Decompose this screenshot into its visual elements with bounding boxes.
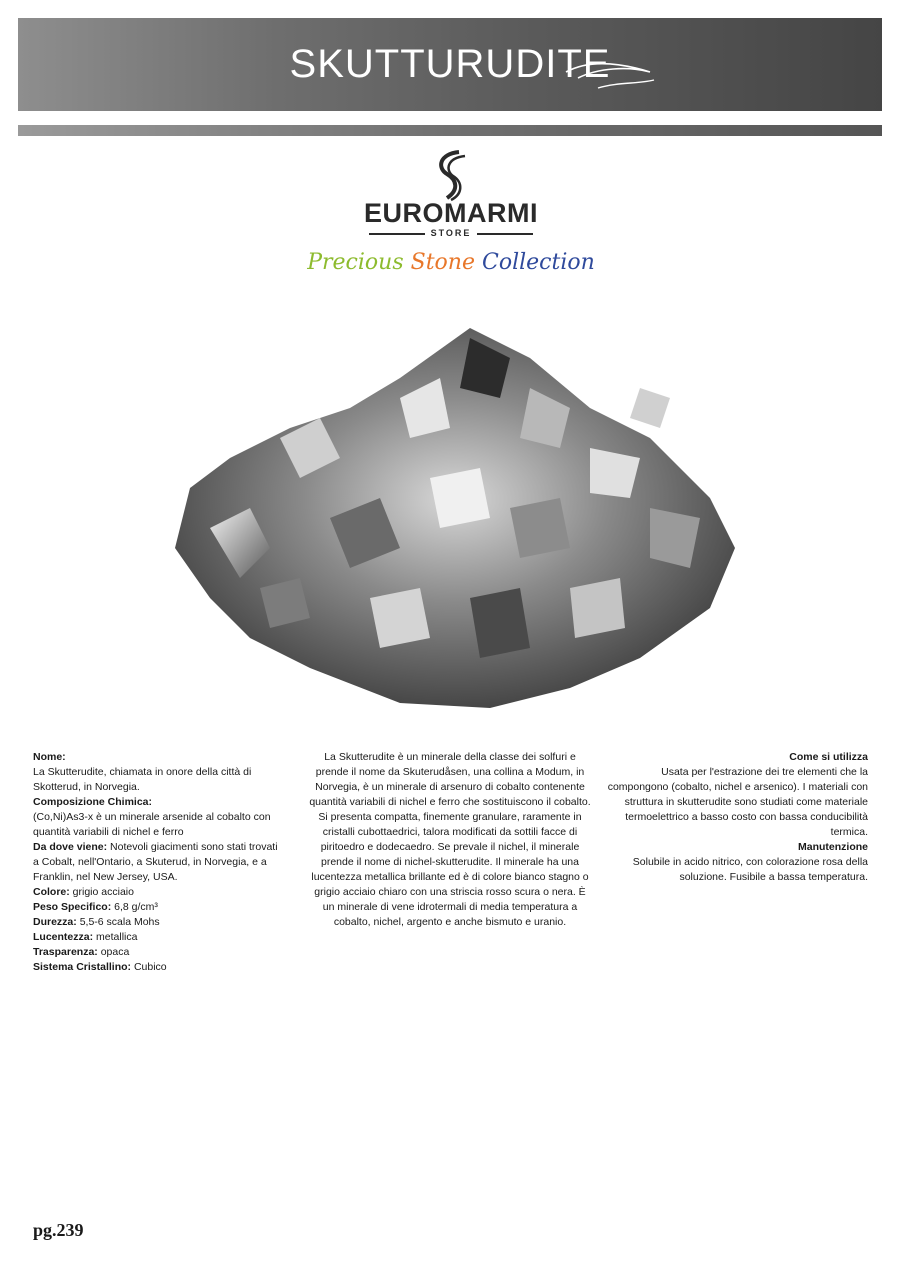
hardness-row (33, 915, 283, 930)
name-text: La Skutterudite, chiamata in onore della città di Skotterud, in Norvegia. (33, 766, 252, 793)
luster-label: Lucentezza: (33, 931, 94, 943)
header-band (18, 18, 882, 111)
crystal-label: Sistema Cristallino: (33, 961, 132, 973)
color-row (33, 885, 283, 900)
origin-text: Notevoli giacimenti sono stati trovati a Cobalt, nell'Ontario, a Skuterud, in Norvegia, e a Franklin, nel New Jersey, USA. (33, 841, 278, 883)
usage-column (602, 750, 868, 885)
title-swash-icon (558, 58, 658, 98)
properties-column (33, 750, 283, 975)
weight-row (33, 900, 283, 915)
tagline-stone: Stone (410, 250, 475, 275)
origin-row (33, 840, 283, 885)
brand-name: EUROMARMI (364, 198, 538, 228)
brand-sub: STORE (340, 228, 562, 238)
color-text: grigio acciaio (72, 886, 134, 898)
transparency-text: opaca (100, 946, 130, 958)
maintenance-label: Manutenzione (798, 841, 868, 853)
tagline-collection: Collection (481, 250, 595, 275)
crystal-text: Cubico (133, 961, 167, 973)
brand-tagline (300, 250, 602, 275)
usage-text: Usata per l'estrazione dei tre elementi che la compongono (cobalto, nichel e arsenico). I materiali con struttura in skutterudite sono studiati come materiale termoelettrico a basso costo con bassa conducibilità termica. (607, 766, 868, 838)
color-label: Colore: (33, 886, 70, 898)
page-number: pg.239 (33, 1220, 84, 1240)
name-label: Nome: (33, 751, 66, 763)
page-title: SKUTTURUDITE (289, 42, 611, 86)
origin-label: Da dove viene: (33, 841, 108, 853)
crystal-row (33, 960, 283, 975)
transparency-label: Trasparenza: (33, 946, 98, 958)
description-text: La Skutterudite è un minerale della classe dei solfuri e prende il nome da Skuterudåsen, una collina a Modum, in Norvegia, è un minerale di arsenuro di cobalto contenente quantità variabili di nichel e ferro che sostituiscono il cobalto. Si presenta compatta, finemente granulare, raramente in cristalli cubottaedrici, talora modificati da sottili facce di piritoedro e dodecaedro. Se prevale il nichel, il minerale prende il nome di nichel-skutterudite. Il minerale ha una lucentezza metallica brillante ed è di colore bianco stagno o grigio acciaio chiaro con una striscia rosso scura o nera. È un minerale di vene idrotermali di media temperatura a cobalto, nichel, argento e anche bismuto e uranio. (309, 751, 591, 928)
weight-text: 6,8 g/cm³ (114, 901, 158, 913)
hardness-text: 5,5-6 scala Mohs (79, 916, 160, 928)
description-column (308, 750, 592, 930)
tagline-precious: Precious (307, 250, 404, 275)
weight-label: Peso Specifico: (33, 901, 112, 913)
hardness-label: Durezza: (33, 916, 77, 928)
transparency-row (33, 945, 283, 960)
luster-text: metallica (96, 931, 138, 943)
usage-label: Come si utilizza (789, 751, 868, 763)
chemistry-text: (Co,Ni)As3-x è un minerale arsenide al cobalto con quantità variabili di nichel e ferro (33, 811, 271, 838)
luster-row (33, 930, 283, 945)
header-rule (18, 125, 882, 136)
chemistry-label: Composizione Chimica: (33, 796, 153, 808)
maintenance-text: Solubile in acido nitrico, con colorazione rosa della soluzione. Fusibile a bassa temperatura. (632, 856, 868, 883)
mineral-specimen-photo (170, 318, 740, 718)
euromarmi-logo-icon (429, 150, 473, 202)
